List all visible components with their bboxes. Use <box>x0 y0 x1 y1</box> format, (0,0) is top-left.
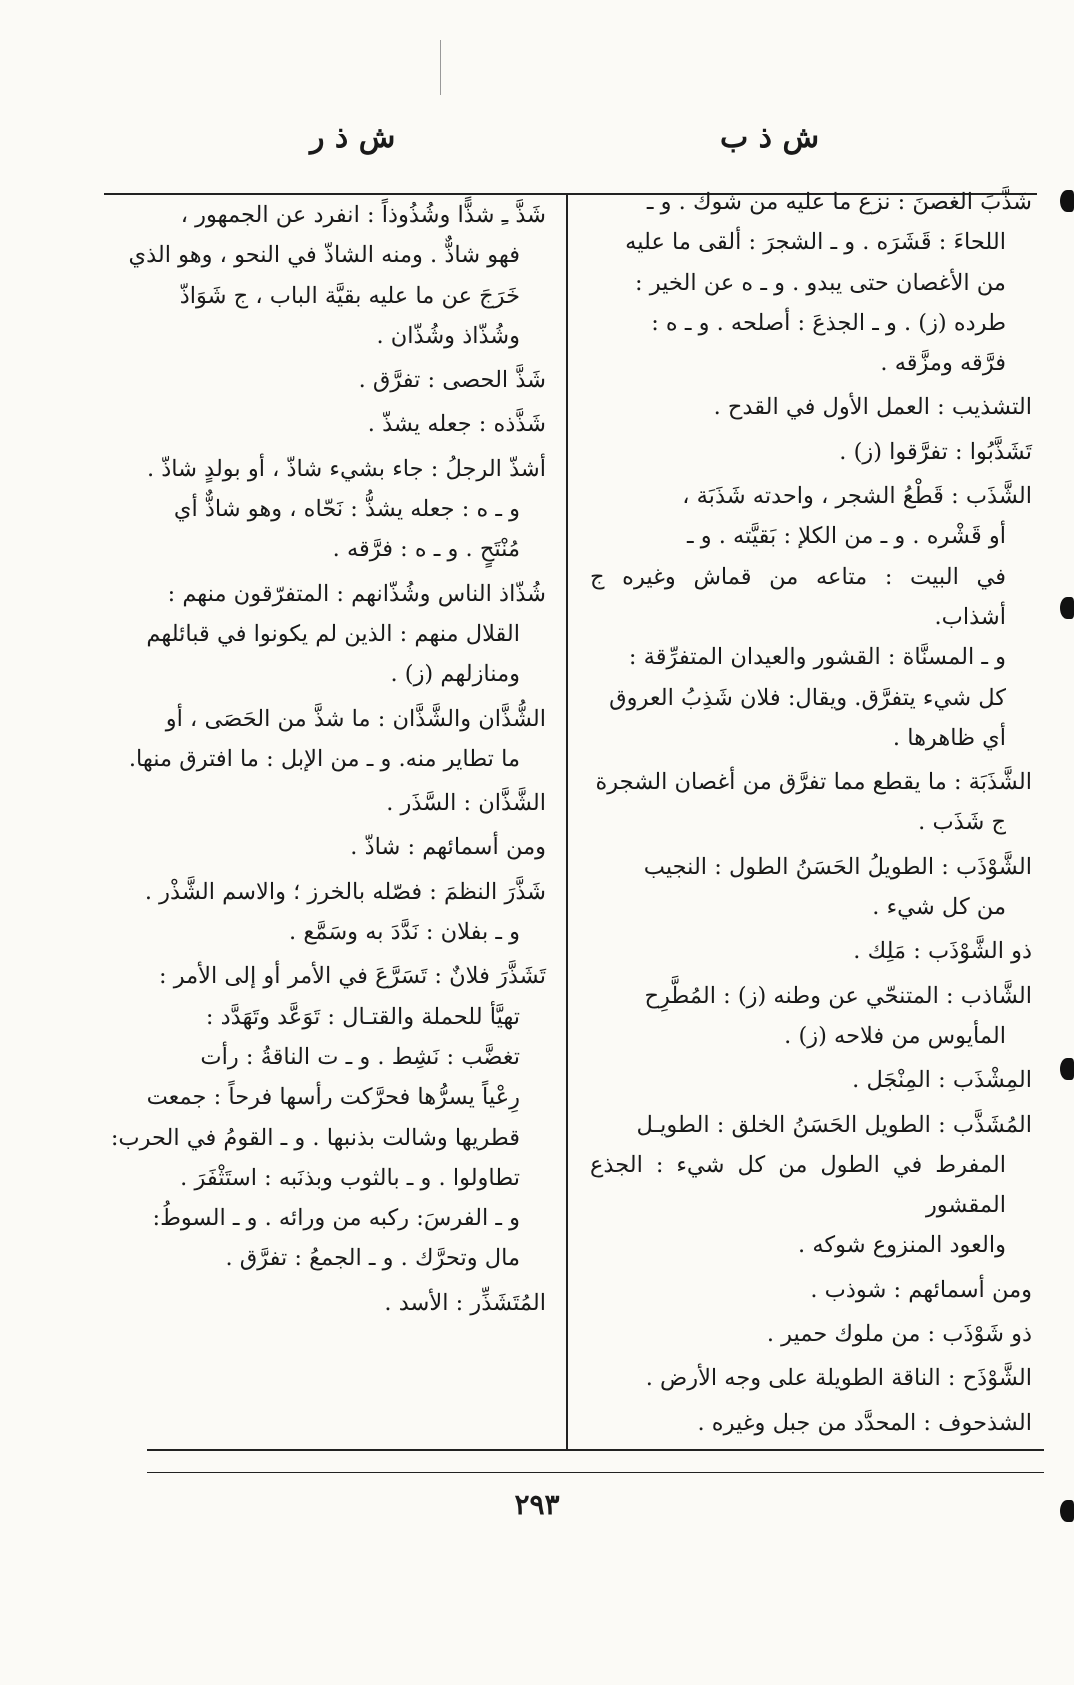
dictionary-entry <box>590 1270 1032 1310</box>
dictionary-entry <box>106 956 546 1278</box>
entry-line: مال وتحرَّك . و ـ الجمعُ : تفرَّق . <box>225 1245 520 1272</box>
margin-tab-mark <box>1060 597 1074 619</box>
entry-line: المأيوس من فلاحه (ز) . <box>784 1022 1006 1049</box>
entry-line: من كل شيء . <box>872 894 1006 921</box>
entry-line: ومنازلهم (ز) . <box>390 661 520 688</box>
entry-line: تغضَّب : نَشِط . و ـ ت الناقةُ : رأت <box>200 1043 520 1070</box>
dictionary-entry <box>590 1314 1032 1354</box>
dictionary-entry <box>590 931 1032 971</box>
entry-line: تطاولوا . و ـ بالثوب وبذنَبه : استَثْفَرَ . <box>180 1164 520 1191</box>
dictionary-entry <box>590 432 1032 472</box>
dictionary-entry <box>590 182 1032 383</box>
entry-line: و ـ بفلان : نَدَّدَ به وسَمَّع . <box>289 919 520 946</box>
dictionary-entry <box>106 449 546 570</box>
entry-headline: تَشَذَّبُوا : تفرَّقوا (ز) . <box>839 438 1032 465</box>
entry-headline: الشَّذَبَة : ما يقطع مما تفرَّق من أغصان الشجرة <box>595 769 1032 796</box>
entry-headline: أشذّ الرجلُ : جاء بشيء شاذّ ، أو بولدٍ شاذّ . <box>146 455 546 482</box>
dictionary-entry <box>590 387 1032 427</box>
entry-headline: الشَّذَب : قَطْعُ الشجر ، واحدته شَذَبَة ، <box>682 483 1032 510</box>
entry-line: أو قَشْره . و ـ من الكلإ : بَقيَّته . و ـ <box>686 523 1006 550</box>
entry-headline: الشَّاذب : المتنحّي عن وطنه (ز) : المُطَّرِح <box>644 982 1032 1009</box>
entry-headline: تَشَذَّرَ فلانٌ : تَسَرَّعَ في الأمر أو إلى الأمر : <box>158 963 546 990</box>
margin-tab-mark <box>1060 190 1074 212</box>
entry-headline: الشَّذَّان : السَّذَر . <box>386 790 546 817</box>
dictionary-entry <box>106 783 546 823</box>
page-fold-mark <box>440 40 441 95</box>
dictionary-entry <box>106 827 546 867</box>
entry-line: و ـ الفرسَ: ركبه من ورائه . و ـ السوطُ: <box>152 1205 520 1232</box>
entry-line: خَرَجَ عن ما عليه بقيَّة الباب ، ج شَوَاذّ <box>179 282 520 309</box>
entry-line: و ـ المسنَّاة : القشور والعيدان المتفرِّقة : <box>628 644 1006 671</box>
dictionary-entry <box>106 699 546 780</box>
entry-headline: شُذّاذ الناس وشُذّانهم : المتفرّقون منهم : <box>167 580 546 607</box>
dictionary-entry <box>106 195 546 356</box>
column-divider <box>566 195 568 1449</box>
entry-line: ما تطاير منه. و ـ من الإبل : ما افترق منها. <box>128 745 520 772</box>
entry-headline: ومن أسمائهم : شاذّ . <box>350 834 546 861</box>
entry-headline: الشَّوْذَب : الطويلُ الحَسَنُ الطول : النجيب <box>643 853 1032 880</box>
bottom-rule <box>147 1449 1044 1451</box>
entry-headline: التشذيب : العمل الأول في القدح . <box>713 394 1032 421</box>
dictionary-entry <box>106 574 546 695</box>
left-column <box>106 195 546 1327</box>
header-root-right: ش ذ ب <box>720 120 820 155</box>
entry-headline: شَذَّبَ الغصنَ : نزع ما عليه من شوك . و ـ <box>646 189 1032 215</box>
right-column <box>590 182 1032 1447</box>
entry-headline: الشَّوْذَح : الناقة الطويلة على وجه الأرض . <box>645 1365 1032 1392</box>
entry-headline: ومن أسمائهم : شوذب . <box>810 1276 1032 1303</box>
dictionary-entry <box>590 1105 1032 1266</box>
dictionary-entry <box>590 476 1032 758</box>
dictionary-entry <box>590 762 1032 843</box>
dictionary-entry <box>590 847 1032 928</box>
entry-headline: شَذَّرَ النظمَ : فصّله بالخرز ؛ والاسم الشَّذْر . <box>144 878 546 905</box>
entry-line: أي ظاهرها . <box>892 724 1006 751</box>
entry-line: فرَّقه ومزَّقه . <box>880 350 1006 377</box>
entry-line: وشُذّاذ وشُذّان . <box>376 322 520 349</box>
dictionary-entry <box>106 360 546 400</box>
entry-line: من الأغصان حتى يبدو . و ـ ه عن الخير : <box>635 269 1006 296</box>
dictionary-entry <box>590 1403 1032 1443</box>
dictionary-entry <box>106 872 546 953</box>
entry-line: اللحاءَ : قَشَرَه . و ـ الشجرَ : ألقى ما عليه <box>625 229 1006 256</box>
entry-line: والعود المنزوع شوكه . <box>798 1232 1006 1259</box>
margin-tab-mark <box>1060 1500 1074 1522</box>
entry-line: المفرط في الطول من كل شيء : الجذع المقشور <box>590 1151 1006 1219</box>
entry-headline: المِشْذَب : المِنْجَل . <box>852 1067 1032 1094</box>
footer-rule <box>147 1472 1044 1473</box>
entry-line: مُنْتَحٍ . و ـ ه : فرَّقه . <box>332 536 520 563</box>
entry-line: و ـ ه : جعله يشذُّ : نَحّاه ، وهو شاذٌّ أي <box>173 496 520 523</box>
entry-headline: شَذَّذه : جعله يشذّ . <box>367 411 546 438</box>
entry-headline: شَذَّ ـِ شذًّا وشُذُوذاً : انفرد عن الجمهور ، <box>180 202 546 228</box>
entry-headline: الشذحوف : المحدَّد من جبل وغيره . <box>697 1409 1032 1436</box>
dictionary-entry <box>106 404 546 444</box>
margin-tab-mark <box>1060 1058 1074 1080</box>
entry-line: في البيت : متاعه من قماش وغيره ج أشذاب. <box>590 563 1006 630</box>
entry-headline: المُشَذَّب : الطويل الحَسَنُ الخلق : الطويـل <box>636 1111 1032 1138</box>
entry-line: طرده (ز) . و ـ الجذعَ : أصلحه . و ـ ه : <box>651 309 1006 336</box>
entry-line: القلال منهم : الذين لم يكونوا في قبائلهم <box>146 620 520 647</box>
entry-line: قطريها وشالت بذنبها . و ـ القومُ في الحرب: <box>110 1124 520 1151</box>
entry-line: كل شيء يتفرَّق. ويقال: فلان شَذِبُ العروق <box>609 684 1006 711</box>
header-root-left: ش ذ ر <box>310 120 396 155</box>
entry-line: رِعْياً يسرُّها فحرَّكت رأسها فرحاً : جمعت <box>146 1084 520 1111</box>
dictionary-entry <box>590 1060 1032 1100</box>
entry-headline: ذو شَوْذَب : من ملوك حمير . <box>766 1321 1032 1348</box>
entry-line: تهيَّأ للحملة والقتـال : تَوَعَّد وتَهَدَّد : <box>205 1003 520 1030</box>
page-number: ٢٩٣ <box>514 1488 560 1521</box>
entry-line: فهو شاذٌّ . ومنه الشاذّ في النحو ، وهو الذي <box>128 242 520 269</box>
entry-line: ج شَذَب . <box>918 809 1006 836</box>
entry-headline: ذو الشَّوْذَب : مَلِك . <box>853 938 1032 965</box>
entry-headline: الشُّذَّان والشَّذَّان : ما شذَّ من الحَصَى ، أو <box>165 705 546 732</box>
dictionary-entry <box>106 1283 546 1323</box>
dictionary-entry <box>590 976 1032 1057</box>
entry-headline: شَذَّ الحصى : تفرَّق . <box>358 367 546 394</box>
dictionary-entry <box>590 1358 1032 1398</box>
entry-headline: المُتَشَذِّر : الأسد . <box>384 1289 546 1316</box>
